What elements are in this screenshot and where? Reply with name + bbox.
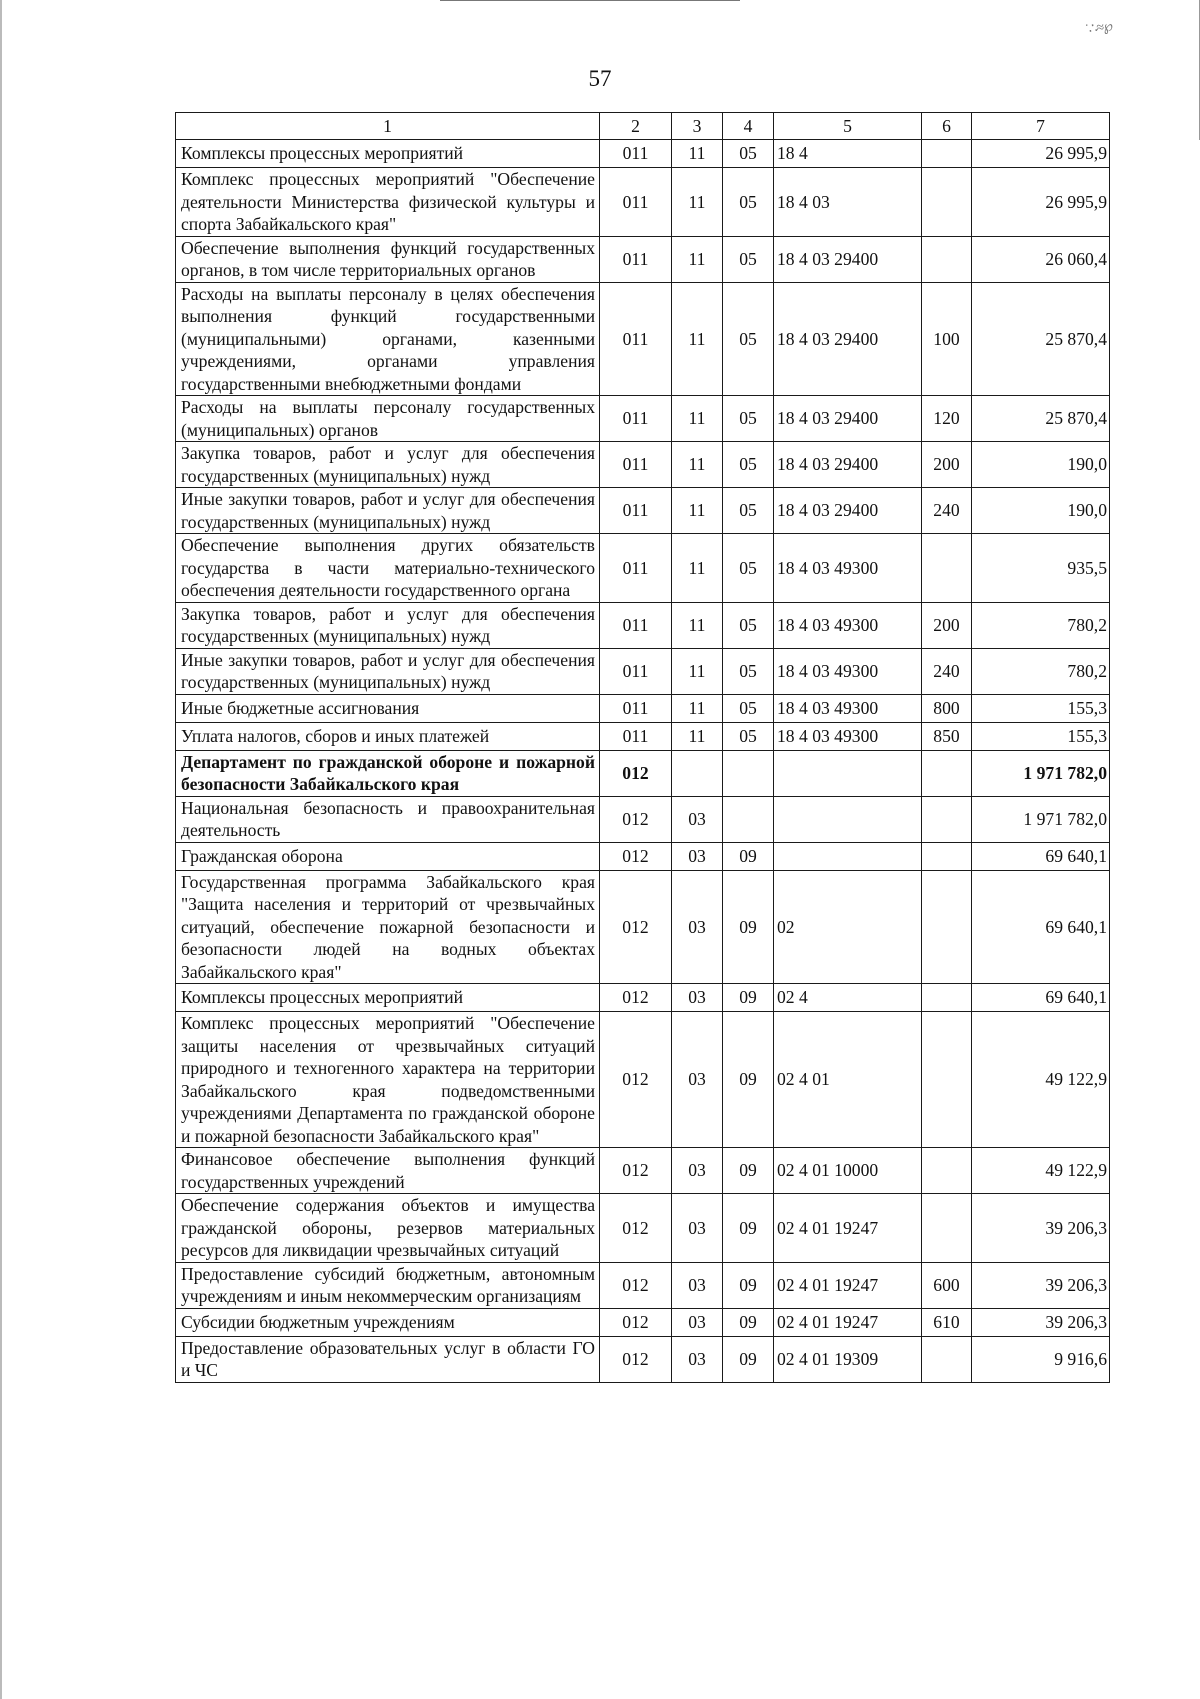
row-section-code: 03 [672, 842, 723, 870]
row-target-article [774, 750, 922, 796]
row-subsection-code: 05 [723, 396, 774, 442]
row-amount: 25 870,4 [972, 396, 1110, 442]
row-section-code: 11 [672, 236, 723, 282]
table-row [176, 442, 1110, 488]
row-expense-type [922, 750, 972, 796]
row-amount: 190,0 [972, 442, 1110, 488]
budget-table [175, 112, 1110, 1383]
row-subsection-code: 09 [723, 984, 774, 1012]
row-target-article: 18 4 03 29400 [774, 488, 922, 534]
row-expense-type [922, 534, 972, 603]
row-section-code: 03 [672, 796, 723, 842]
column-number-row [176, 113, 1110, 140]
row-amount: 49 122,9 [972, 1012, 1110, 1148]
row-expense-type: 800 [922, 694, 972, 722]
row-amount: 39 206,3 [972, 1194, 1110, 1263]
row-name: Закупка товаров, работ и услуг для обеспечения государственных (муниципальных) нужд [176, 602, 600, 648]
table-row [176, 984, 1110, 1012]
table-row [176, 750, 1110, 796]
row-ministry-code: 011 [600, 442, 672, 488]
row-ministry-code: 012 [600, 750, 672, 796]
row-subsection-code: 05 [723, 168, 774, 237]
row-ministry-code: 011 [600, 648, 672, 694]
row-ministry-code: 011 [600, 602, 672, 648]
table-row [176, 870, 1110, 984]
column-header: 1 [176, 113, 600, 140]
row-expense-type: 120 [922, 396, 972, 442]
row-ministry-code: 011 [600, 396, 672, 442]
table-row [176, 722, 1110, 750]
row-name: Субсидии бюджетным учреждениям [176, 1308, 600, 1336]
row-section-code: 11 [672, 140, 723, 168]
row-subsection-code: 05 [723, 236, 774, 282]
row-amount: 39 206,3 [972, 1308, 1110, 1336]
table-row [176, 236, 1110, 282]
row-name: Департамент по гражданской обороне и пожарной безопасности Забайкальского края [176, 750, 600, 796]
row-target-article: 18 4 03 29400 [774, 282, 922, 396]
row-name: Национальная безопасность и правоохранительная деятельность [176, 796, 600, 842]
row-subsection-code: 09 [723, 842, 774, 870]
row-expense-type [922, 140, 972, 168]
row-name: Иные закупки товаров, работ и услуг для обеспечения государственных (муниципальных) нужд [176, 648, 600, 694]
row-subsection-code: 09 [723, 1262, 774, 1308]
row-section-code: 03 [672, 1308, 723, 1336]
row-target-article: 02 4 01 10000 [774, 1148, 922, 1194]
row-target-article [774, 796, 922, 842]
row-subsection-code: 09 [723, 870, 774, 984]
row-subsection-code: 09 [723, 1336, 774, 1382]
scan-left-edge [0, 0, 2, 1699]
row-name: Уплата налогов, сборов и иных платежей [176, 722, 600, 750]
row-subsection-code: 05 [723, 282, 774, 396]
row-name: Государственная программа Забайкальского края "Защита населения и территорий от чрезвычайных ситуаций, обеспечение пожарной безопасности и безопасности людей на водных объектах Забайкальского края" [176, 870, 600, 984]
row-target-article: 02 4 01 19247 [774, 1308, 922, 1336]
row-section-code: 11 [672, 602, 723, 648]
row-target-article: 18 4 03 29400 [774, 236, 922, 282]
row-ministry-code: 011 [600, 534, 672, 603]
row-ministry-code: 012 [600, 1336, 672, 1382]
row-section-code: 11 [672, 168, 723, 237]
row-expense-type: 600 [922, 1262, 972, 1308]
row-name: Комплекс процессных мероприятий "Обеспечение защиты населения от чрезвычайных ситуаций природного и техногенного характера на территории Забайкальского края подведомственными учреждениями Департамента по гражданской обороне и пожарной безопасности Забайкальского края" [176, 1012, 600, 1148]
column-header: 4 [723, 113, 774, 140]
row-ministry-code: 011 [600, 168, 672, 237]
table-row [176, 282, 1110, 396]
row-section-code: 11 [672, 694, 723, 722]
row-expense-type: 240 [922, 648, 972, 694]
table-row [176, 1012, 1110, 1148]
row-target-article [774, 842, 922, 870]
row-subsection-code: 09 [723, 1308, 774, 1336]
row-subsection-code: 09 [723, 1194, 774, 1263]
column-header: 7 [972, 113, 1110, 140]
row-name: Гражданская оборона [176, 842, 600, 870]
row-name: Предоставление образовательных услуг в области ГО и ЧС [176, 1336, 600, 1382]
row-target-article: 02 4 [774, 984, 922, 1012]
row-section-code: 11 [672, 282, 723, 396]
row-expense-type [922, 1336, 972, 1382]
row-expense-type: 240 [922, 488, 972, 534]
row-expense-type [922, 842, 972, 870]
row-subsection-code: 05 [723, 722, 774, 750]
row-amount: 26 995,9 [972, 140, 1110, 168]
row-ministry-code: 012 [600, 842, 672, 870]
table-row [176, 396, 1110, 442]
row-ministry-code: 012 [600, 984, 672, 1012]
row-name: Комплексы процессных мероприятий [176, 984, 600, 1012]
table-row [176, 1336, 1110, 1382]
row-section-code: 03 [672, 870, 723, 984]
row-expense-type [922, 984, 972, 1012]
row-ministry-code: 012 [600, 1308, 672, 1336]
row-target-article: 02 4 01 [774, 1012, 922, 1148]
row-amount: 1 971 782,0 [972, 796, 1110, 842]
row-target-article: 18 4 03 49300 [774, 722, 922, 750]
row-target-article: 02 4 01 19247 [774, 1262, 922, 1308]
table-body [176, 140, 1110, 1383]
column-header: 3 [672, 113, 723, 140]
row-amount: 69 640,1 [972, 984, 1110, 1012]
row-amount: 49 122,9 [972, 1148, 1110, 1194]
row-expense-type: 200 [922, 602, 972, 648]
table-row [176, 796, 1110, 842]
row-name: Закупка товаров, работ и услуг для обеспечения государственных (муниципальных) нужд [176, 442, 600, 488]
row-name: Комплекс процессных мероприятий "Обеспечение деятельности Министерства физической культуры и спорта Забайкальского края" [176, 168, 600, 237]
row-target-article: 18 4 03 49300 [774, 648, 922, 694]
row-name: Расходы на выплаты персоналу государственных (муниципальных) органов [176, 396, 600, 442]
row-expense-type [922, 168, 972, 237]
row-section-code: 11 [672, 648, 723, 694]
table-row [176, 1148, 1110, 1194]
column-header: 2 [600, 113, 672, 140]
row-subsection-code: 05 [723, 140, 774, 168]
row-name: Обеспечение выполнения функций государственных органов, в том числе территориальных органов [176, 236, 600, 282]
row-ministry-code: 012 [600, 1262, 672, 1308]
row-amount: 1 971 782,0 [972, 750, 1110, 796]
row-ministry-code: 012 [600, 796, 672, 842]
row-name: Расходы на выплаты персоналу в целях обеспечения выполнения функций государственными (муниципальными) органами, казенными учреждениями, органами управления государственными внебюджетными фондами [176, 282, 600, 396]
row-target-article: 18 4 03 29400 [774, 442, 922, 488]
row-ministry-code: 012 [600, 870, 672, 984]
row-section-code: 11 [672, 534, 723, 603]
row-subsection-code: 09 [723, 1148, 774, 1194]
row-amount: 780,2 [972, 648, 1110, 694]
table-row [176, 140, 1110, 168]
row-amount: 155,3 [972, 694, 1110, 722]
row-section-code [672, 750, 723, 796]
row-section-code: 11 [672, 722, 723, 750]
row-name: Иные закупки товаров, работ и услуг для обеспечения государственных (муниципальных) нужд [176, 488, 600, 534]
row-expense-type [922, 1012, 972, 1148]
row-subsection-code: 09 [723, 1012, 774, 1148]
row-name: Иные бюджетные ассигнования [176, 694, 600, 722]
row-name: Предоставление субсидий бюджетным, автономным учреждениям и иным некоммерческим организациям [176, 1262, 600, 1308]
row-expense-type: 200 [922, 442, 972, 488]
row-expense-type: 610 [922, 1308, 972, 1336]
row-name: Обеспечение выполнения других обязательств государства в части материально-технического обеспечения деятельности государственного органа [176, 534, 600, 603]
table-row [176, 602, 1110, 648]
table-row [176, 488, 1110, 534]
row-section-code: 03 [672, 1148, 723, 1194]
column-header: 6 [922, 113, 972, 140]
row-amount: 9 916,6 [972, 1336, 1110, 1382]
row-section-code: 03 [672, 984, 723, 1012]
row-subsection-code: 05 [723, 442, 774, 488]
row-target-article: 18 4 03 29400 [774, 396, 922, 442]
row-target-article: 02 4 01 19247 [774, 1194, 922, 1263]
row-subsection-code: 05 [723, 694, 774, 722]
row-target-article: 02 [774, 870, 922, 984]
row-ministry-code: 012 [600, 1148, 672, 1194]
table-row [176, 534, 1110, 603]
row-target-article: 18 4 03 49300 [774, 534, 922, 603]
row-target-article: 18 4 03 49300 [774, 602, 922, 648]
row-ministry-code: 011 [600, 236, 672, 282]
row-ministry-code: 011 [600, 140, 672, 168]
table-row [176, 694, 1110, 722]
row-section-code: 11 [672, 488, 723, 534]
row-amount: 39 206,3 [972, 1262, 1110, 1308]
table-row [176, 842, 1110, 870]
row-section-code: 11 [672, 442, 723, 488]
row-subsection-code [723, 750, 774, 796]
row-subsection-code: 05 [723, 534, 774, 603]
row-ministry-code: 011 [600, 282, 672, 396]
row-target-article: 18 4 03 [774, 168, 922, 237]
row-expense-type [922, 1194, 972, 1263]
row-expense-type [922, 1148, 972, 1194]
row-name: Обеспечение содержания объектов и имущества гражданской обороны, резервов материальных ресурсов для ликвидации чрезвычайных ситуаций [176, 1194, 600, 1263]
row-subsection-code: 05 [723, 602, 774, 648]
row-expense-type [922, 236, 972, 282]
row-amount: 935,5 [972, 534, 1110, 603]
row-section-code: 11 [672, 396, 723, 442]
row-amount: 780,2 [972, 602, 1110, 648]
row-subsection-code: 05 [723, 488, 774, 534]
row-section-code: 03 [672, 1194, 723, 1263]
row-expense-type [922, 870, 972, 984]
row-expense-type: 100 [922, 282, 972, 396]
table-row [176, 648, 1110, 694]
row-amount: 69 640,1 [972, 842, 1110, 870]
row-subsection-code [723, 796, 774, 842]
row-amount: 190,0 [972, 488, 1110, 534]
scan-smudge-mark: ˙∴≈℘ [1084, 19, 1113, 38]
column-header: 5 [774, 113, 922, 140]
table-row [176, 1308, 1110, 1336]
row-section-code: 03 [672, 1262, 723, 1308]
row-target-article: 18 4 [774, 140, 922, 168]
row-name: Финансовое обеспечение выполнения функций государственных учреждений [176, 1148, 600, 1194]
row-ministry-code: 012 [600, 1194, 672, 1263]
row-ministry-code: 012 [600, 1012, 672, 1148]
row-amount: 25 870,4 [972, 282, 1110, 396]
row-ministry-code: 011 [600, 722, 672, 750]
row-section-code: 03 [672, 1012, 723, 1148]
table-row [176, 1194, 1110, 1263]
row-amount: 26 995,9 [972, 168, 1110, 237]
table-row [176, 1262, 1110, 1308]
row-target-article: 02 4 01 19309 [774, 1336, 922, 1382]
row-subsection-code: 05 [723, 648, 774, 694]
row-section-code: 03 [672, 1336, 723, 1382]
scan-top-line [440, 0, 740, 1]
page-number: 57 [588, 66, 612, 91]
row-expense-type [922, 796, 972, 842]
row-expense-type: 850 [922, 722, 972, 750]
row-name: Комплексы процессных мероприятий [176, 140, 600, 168]
row-ministry-code: 011 [600, 694, 672, 722]
row-amount: 69 640,1 [972, 870, 1110, 984]
row-target-article: 18 4 03 49300 [774, 694, 922, 722]
table-row [176, 168, 1110, 237]
row-amount: 155,3 [972, 722, 1110, 750]
row-ministry-code: 011 [600, 488, 672, 534]
row-amount: 26 060,4 [972, 236, 1110, 282]
